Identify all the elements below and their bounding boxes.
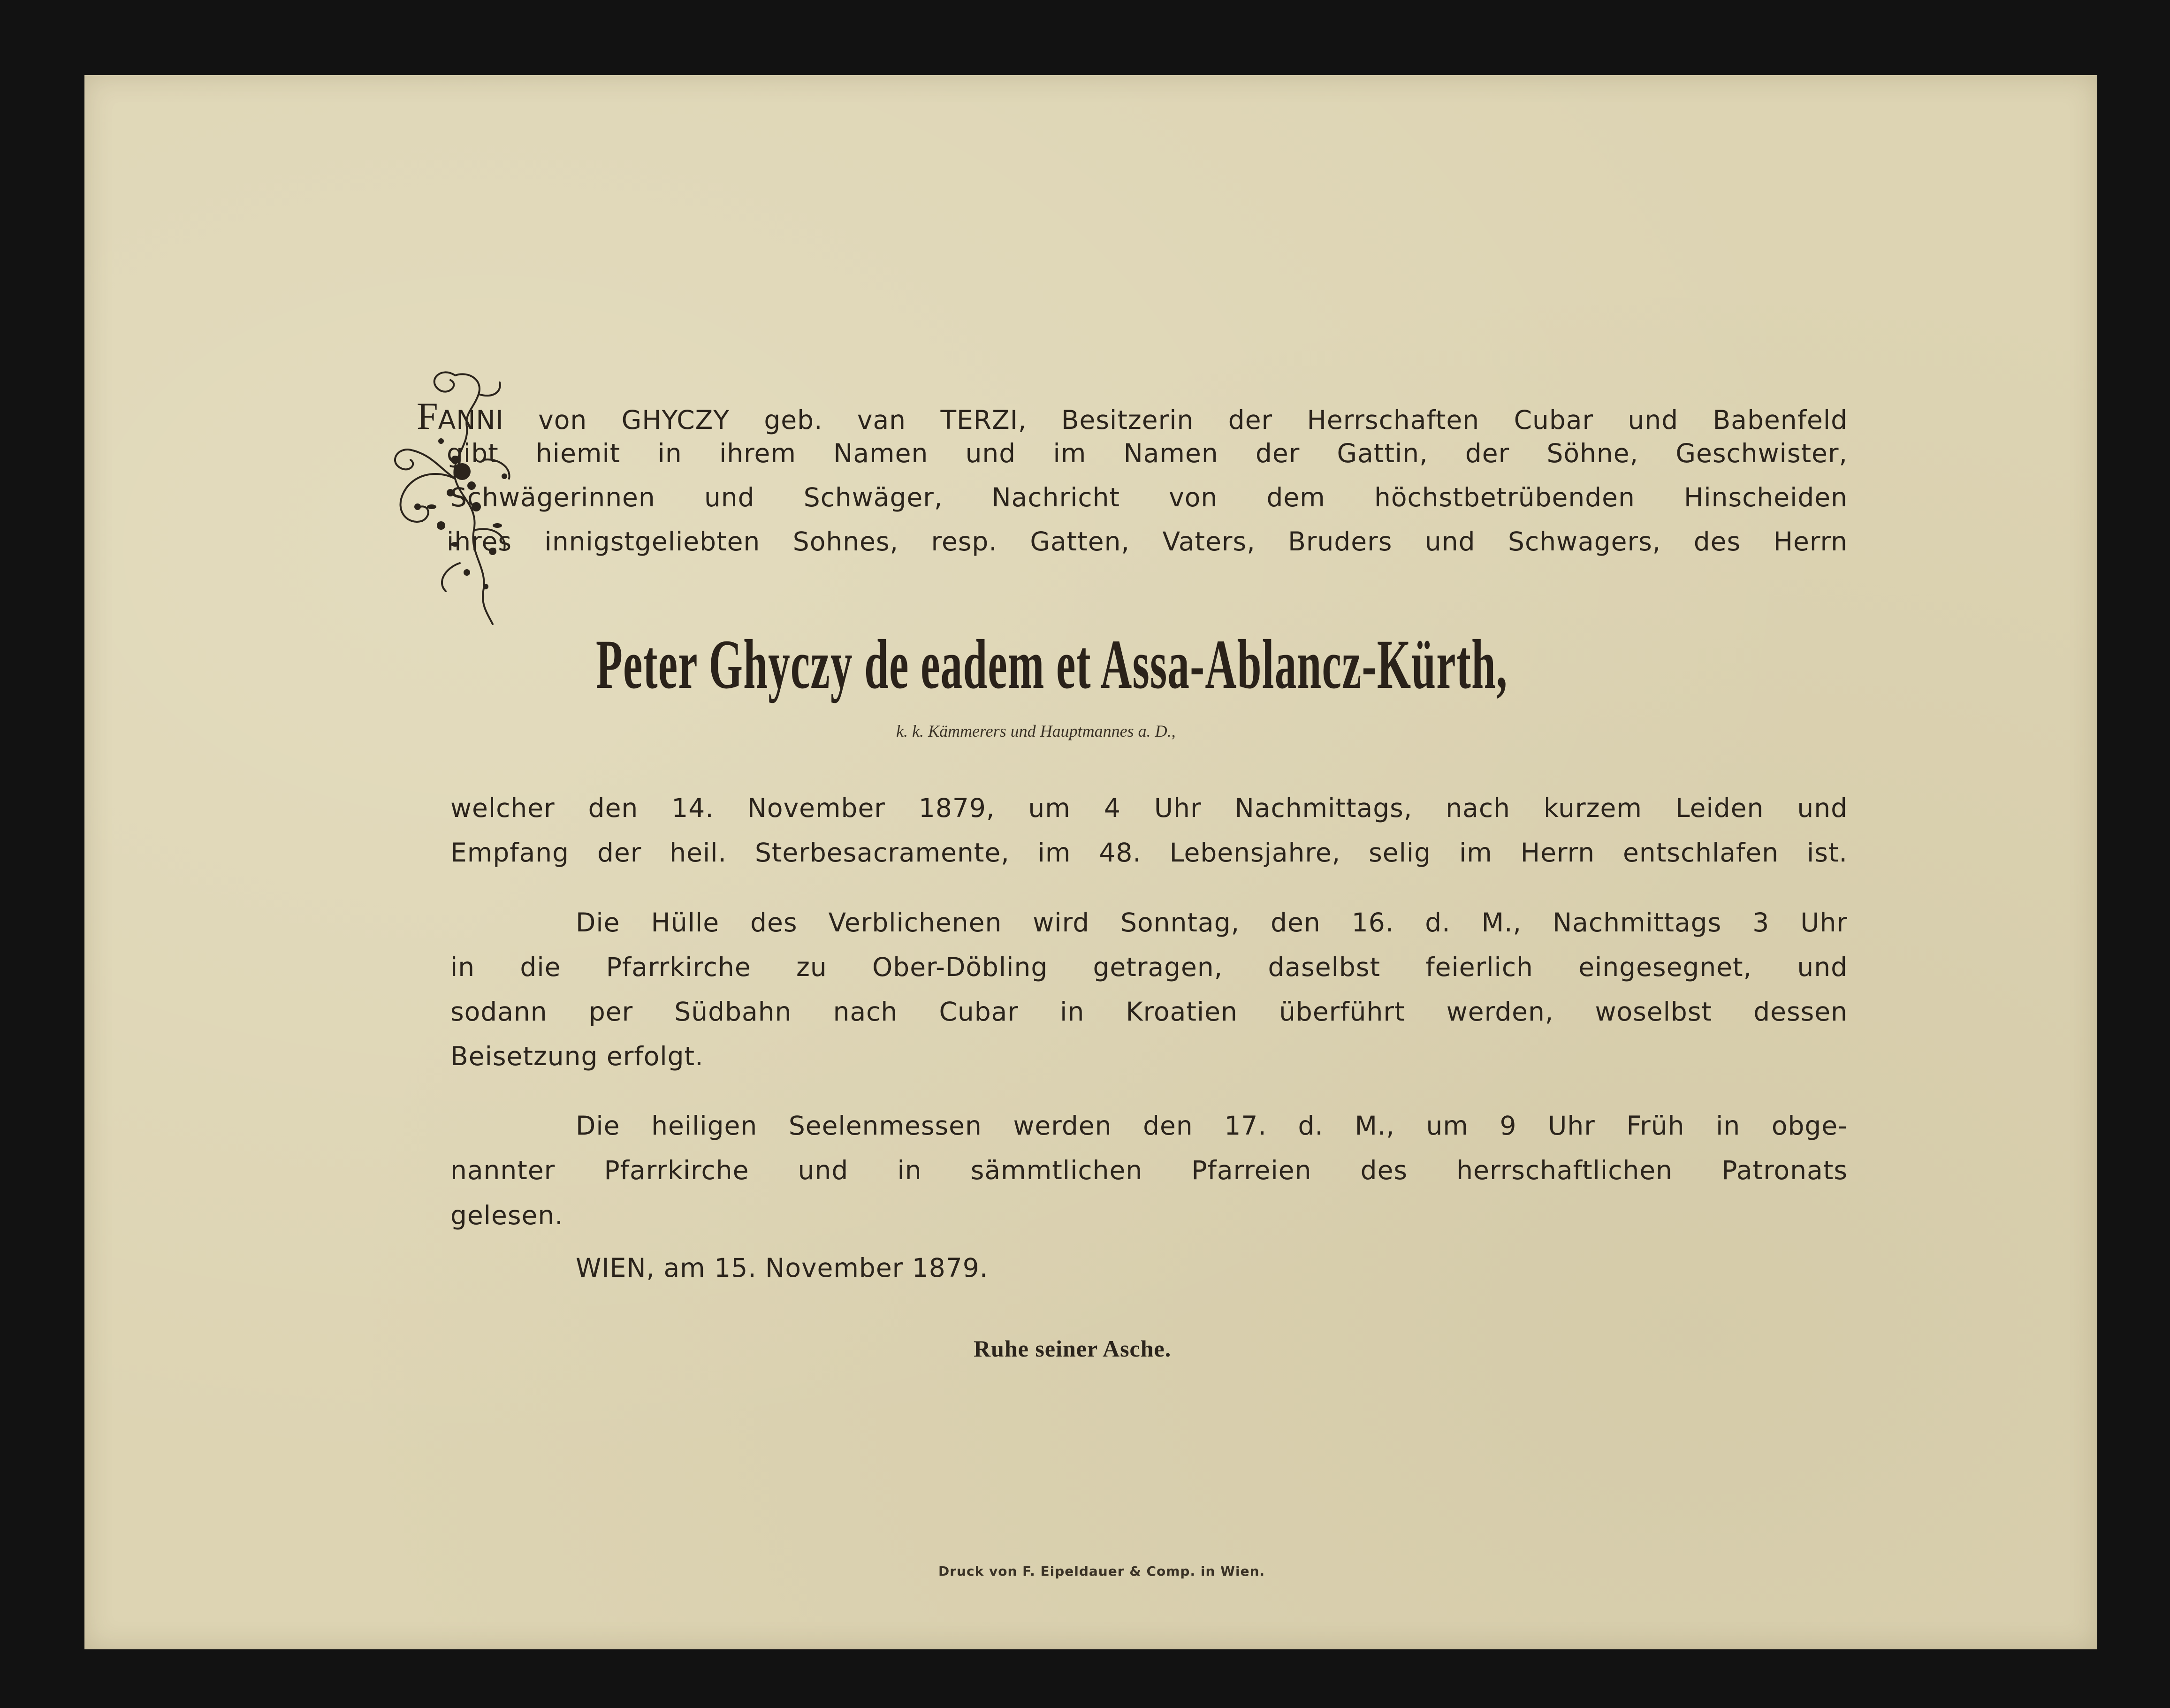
mass-line-3: gelesen. <box>450 1200 563 1230</box>
closing-phrase: Ruhe seiner Asche. <box>974 1335 1172 1362</box>
opening-line-1-text: ANNI von GHYCZY geb. van TERZI, Besitzerin der Herrschaften Cubar und Babenfeld <box>438 405 1848 435</box>
funeral-line-2: in die Pfarrkirche zu Ober-Döbling getragen, daselbst feierlich eingesegnet, und <box>450 952 1848 982</box>
opening-line-1 <box>417 394 1848 438</box>
funeral-line-4: Beisetzung erfolgt. <box>450 1041 704 1071</box>
opening-line-4: ihres innigstgeliebten Sohnes, resp. Gatten, Vaters, Bruders und Schwagers, des Herrn <box>447 526 1848 557</box>
initial-letter: F <box>417 395 438 437</box>
death-line-1: welcher den 14. November 1879, um 4 Uhr Nachmittags, nach kurzem Leiden und <box>450 793 1848 823</box>
death-line-2: Empfang der heil. Sterbesacramente, im 48. Lebensjahre, selig im Herrn entschlafen ist. <box>450 838 1848 868</box>
deceased-name: Peter Ghyczy de eadem et Assa-Ablancz-Kürth, <box>596 625 1508 703</box>
deceased-title: k. k. Kämmerers und Hauptmannes a. D., <box>896 722 1176 740</box>
mass-line-2: nannter Pfarrkirche und in sämmtlichen Pfarreien des herrschaftlichen Patronats <box>450 1155 1848 1185</box>
opening-line-3: Schwägerinnen und Schwäger, Nachricht von dem höchstbetrübenden Hinscheiden <box>450 482 1848 512</box>
printer-imprint: Druck von F. Eipeldauer & Comp. in Wien. <box>938 1563 1265 1579</box>
mourning-card <box>84 75 2097 1649</box>
funeral-line-1: Die Hülle des Verblichenen wird Sonntag, den 16. d. M., Nachmittags 3 Uhr <box>576 907 1848 938</box>
funeral-line-3: sodann per Südbahn nach Cubar in Kroatien überführt werden, woselbst dessen <box>450 997 1848 1027</box>
place-date: WIEN, am 15. November 1879. <box>576 1253 989 1283</box>
mass-line-1: Die heiligen Seelenmessen werden den 17. d. M., um 9 Uhr Früh in obge- <box>576 1111 1848 1141</box>
opening-line-2: gibt hiemit in ihrem Namen und im Namen der Gattin, der Söhne, Geschwister, <box>447 438 1848 468</box>
